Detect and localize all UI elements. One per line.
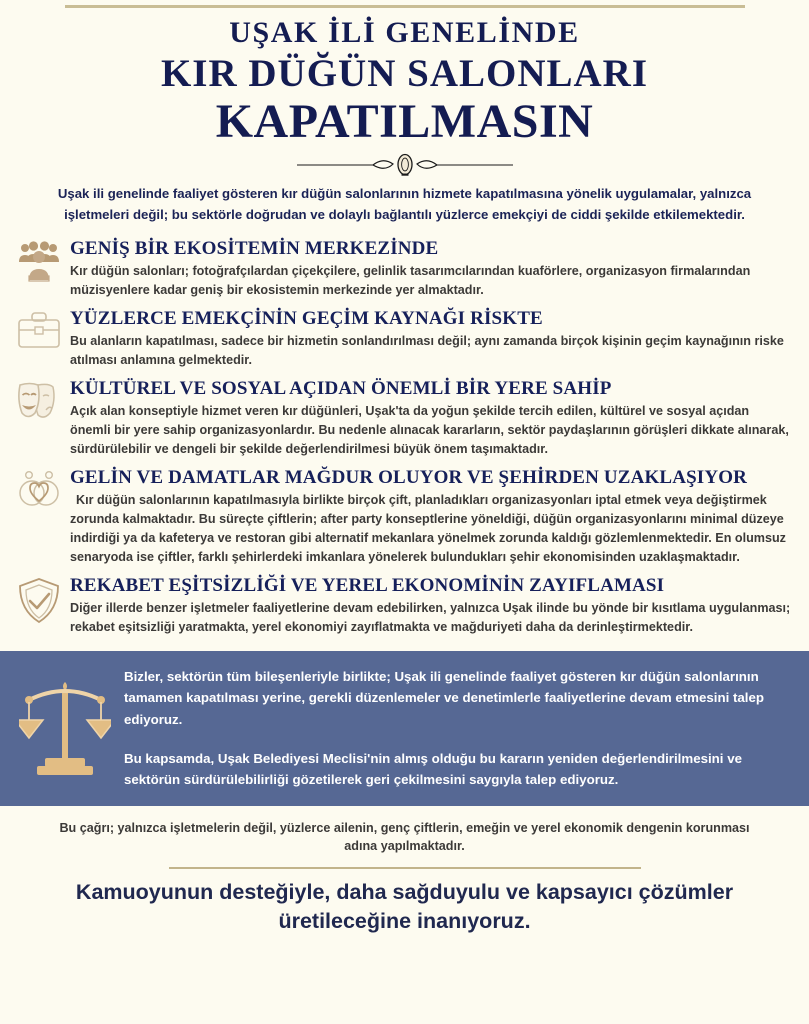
section-body — [70, 378, 797, 459]
sections-list — [0, 238, 809, 645]
section-heading: GENİŞ BİR EKOSİTEMİN MERKEZİNDE — [70, 238, 439, 260]
demand-panel — [0, 651, 809, 806]
section-heading: KÜLTÜREL VE SOSYAL AÇIDAN ÖNEMLİ BİR YERE SAHİP — [70, 378, 612, 400]
demand-paragraph-1: Bizler, sektörün tüm bileşenleriyle birlikte; Uşak ili genelinde faaliyet gösteren kır düğün salonlarının tamamen kapatılması yerine, gerekli düzenlemeler ve denetimlerle faaliyetlerine devam etmesini talep ediyoruz. — [124, 668, 765, 727]
section-text: Kır düğün salonları; fotoğrafçılardan çiçekçilere, gelinlik tasarımcılarından kuaförlere, organizasyon firmalarından müzisyenlere kadar geniş bir ekosistemin merkezinde yer almaktadır. — [70, 264, 751, 298]
demand-paragraph-2: Bu kapsamda, Uşak Belediyesi Meclisi'nin almış olduğu bu kararın yeniden değerlendirilmesini ve sektörün sürdürülebilirliği gözetilerek geri çekilmesini saygıyla talep ediyoruz. — [124, 750, 742, 788]
intro-paragraph: Uşak ili genelinde faaliyet gösteren kır düğün salonlarının hizmete kapatılmasına yönelik uygulamalar, yalnızca işletmeleri değil; bu sektörle doğrudan ve dolaylı bağlantılı yüzlerce emekçiyi de ciddi şekilde etkilemektedir. — [57, 186, 752, 222]
section-competition — [8, 575, 797, 637]
demand-body — [124, 666, 785, 791]
section-heading: GELİN VE DAMATLAR MAĞDUR OLUYOR VE ŞEHİRDEN UZAKLAŞIYOR — [70, 467, 748, 489]
section-body — [70, 467, 797, 567]
header-line-2: KIR DÜĞÜN SALONLARI — [160, 51, 649, 95]
group-of-people-icon — [8, 238, 70, 290]
footer-divider-rule — [169, 867, 641, 869]
footer-final-statement: Kamuoyunun desteğiyle, daha sağduyulu ve kapsayıcı çözümler üretileceğine inanıyoruz. — [75, 880, 734, 933]
shield-check-icon — [8, 575, 70, 627]
section-heading: REKABET EŞİTSİZLİĞİ VE YEREL EKONOMİNİN ZAYIFLAMASI — [70, 574, 665, 596]
theater-masks-icon — [8, 378, 70, 430]
section-body — [70, 575, 797, 637]
wedding-rings-heart-icon — [8, 467, 70, 519]
header — [0, 8, 809, 177]
section-heading: YÜZLERCE EMEKÇİNİN GEÇİM KAYNAĞI RİSKTE — [70, 308, 543, 330]
footer — [0, 806, 809, 1024]
section-body — [70, 238, 797, 300]
header-line-3: KAPATILMASIN — [215, 95, 594, 149]
section-ecosystem — [8, 238, 797, 300]
scales-of-justice-icon — [6, 676, 124, 780]
section-livelihood — [8, 308, 797, 370]
section-text: Diğer illerde benzer işletmeler faaliyetlerine devam edebilirken, yalnızca Uşak ilinde bu yönde bir kısıtlama uygulanması; rekabet eşitsizliği yaratmakta, yerel ekonomiyi zayıflatmakta ve mağduriyeti daha da derinleştirmektedir. — [70, 601, 791, 635]
section-text: Kır düğün salonlarının kapatılmasıyla birlikte birçok çift, planladıkları organizasyonları iptal etmek veya değiştirmek zorunda kalmaktadır. Bu süreçte çiftlerin; after party konseptlerine yöneldiği, düğün organizasyonlarını minimal düzeye indirdiği ya da kafeterya ve restoran gibi alternatif mekanlara yönelmek zorunda kaldığı gözlemlenmektedir. En olumsuz senaryoda ise çiftler, farklı şehirlerdeki imkanlara yönelerek bulundukları şehir ekonomisinden uzaklaşmaktadır. — [70, 493, 786, 564]
section-text: Açık alan konseptiyle hizmet veren kır düğünleri, Uşak'ta da yoğun şekilde tercih edilen, kültürel ve sosyal açıdan önemli bir yere sahip organizasyonlardır. Bu nedenle alınacak kararların, sektör paydaşlarının görüşleri dikkate alınarak, sürdürülebilir ve dengeli bir şekilde değerlendirilmesi büyük önem taşımaktadır. — [70, 404, 789, 457]
briefcase-icon — [8, 308, 70, 360]
footer-note: Bu çağrı; yalnızca işletmelerin değil, yüzlerce ailenin, genç çiftlerin, emeğin ve yerel ekonomik dengenin korunması adına yapılmaktadır. — [59, 820, 750, 854]
section-cultural — [8, 378, 797, 459]
section-couples — [8, 467, 797, 567]
floral-divider-icon — [295, 153, 515, 177]
section-text: Bu alanların kapatılması, sadece bir hizmetin sonlandırılması değil; aynı zamanda birçok kişinin geçim kaynağının riske atılması anlamına gelmektedir. — [70, 334, 784, 368]
header-line-1: UŞAK İLİ GENELİNDE — [229, 16, 580, 49]
section-body — [70, 308, 797, 370]
